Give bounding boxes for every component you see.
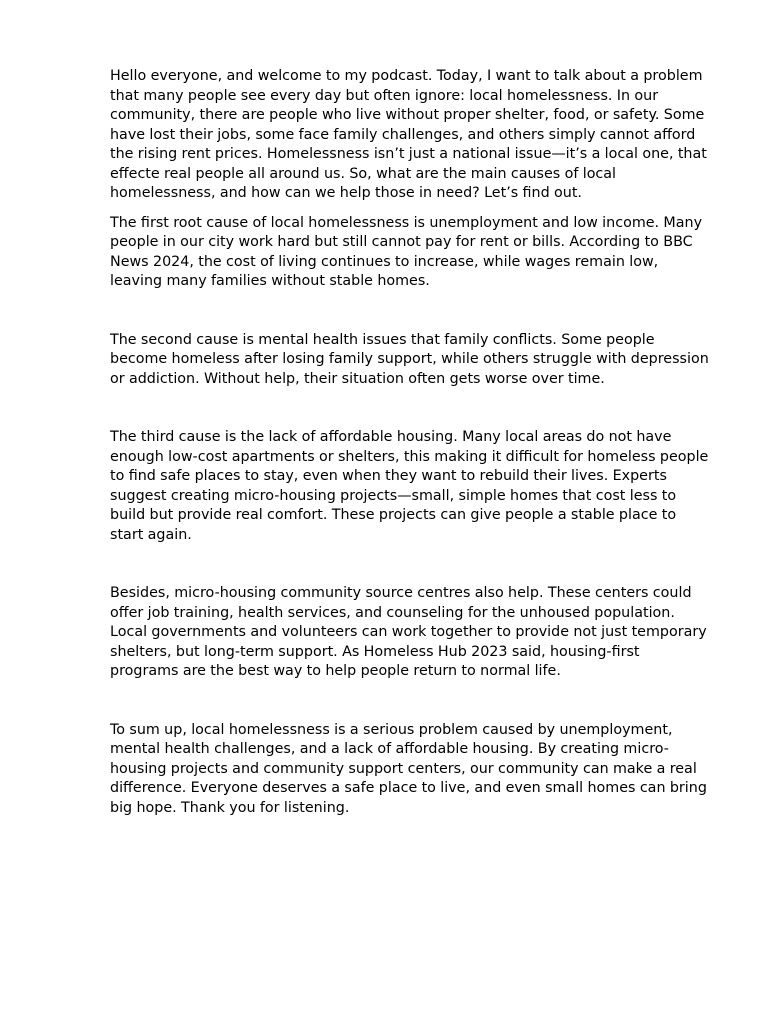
document-body xyxy=(110,67,710,818)
paragraph-conclusion: To sum up, local homelessness is a serious problem caused by unemployment, mental health challenges, and a lack of affordable housing. By creating micro-housing projects and community support centers, our community can make a real difference. Everyone deserves a safe place to live, and even small homes can bring big hope. Thank you for listening. xyxy=(110,721,707,816)
paragraph-intro: Hello everyone, and welcome to my podcast. Today, I want to talk about a problem that many people see every day but often ignore: local homelessness. In our community, there are people who live without proper shelter, food, or safety. Some have lost their jobs, some face family challenges, and others simply cannot afford the rising rent prices. Homelessness isn’t just a national issue—it’s a local one, that effecte real people all around us. So, what are the main causes of local homelessness, and how can we help those in need? Let’s find out. xyxy=(110,68,707,201)
paragraph-cause-mental-health: The second cause is mental health issues that family conflicts. Some people become homeless after losing family support, while others struggle with depression or addiction. Without help, their situation often gets worse over time. xyxy=(110,331,709,387)
paragraph-cause-affordable-housing: The third cause is the lack of affordable housing. Many local areas do not have enough low-cost apartments or shelters, this making it difficult for homeless people to find safe places to stay, even when they want to rebuild their lives. Experts suggest creating micro-housing projects—small, simple homes that cost less to build but provide real comfort. These projects can give people a stable place to start again. xyxy=(110,429,709,543)
paragraph-cause-unemployment: The first root cause of local homelessness is unemployment and low income. Many people in our city work hard but still cannot pay for rent or bills. According to BBC News 2024, the cost of living continues to increase, while wages remain low, leaving many families without stable homes. xyxy=(110,214,703,289)
paragraph-solution-centres: Besides, micro-housing community source centres also help. These centers could offer job training, health services, and counseling for the unhoused population. Local governments and volunteers can work together to provide not just temporary shelters, but long-term support. As Homeless Hub 2023 said, housing-first programs are the best way to help people return to normal life. xyxy=(110,585,707,679)
